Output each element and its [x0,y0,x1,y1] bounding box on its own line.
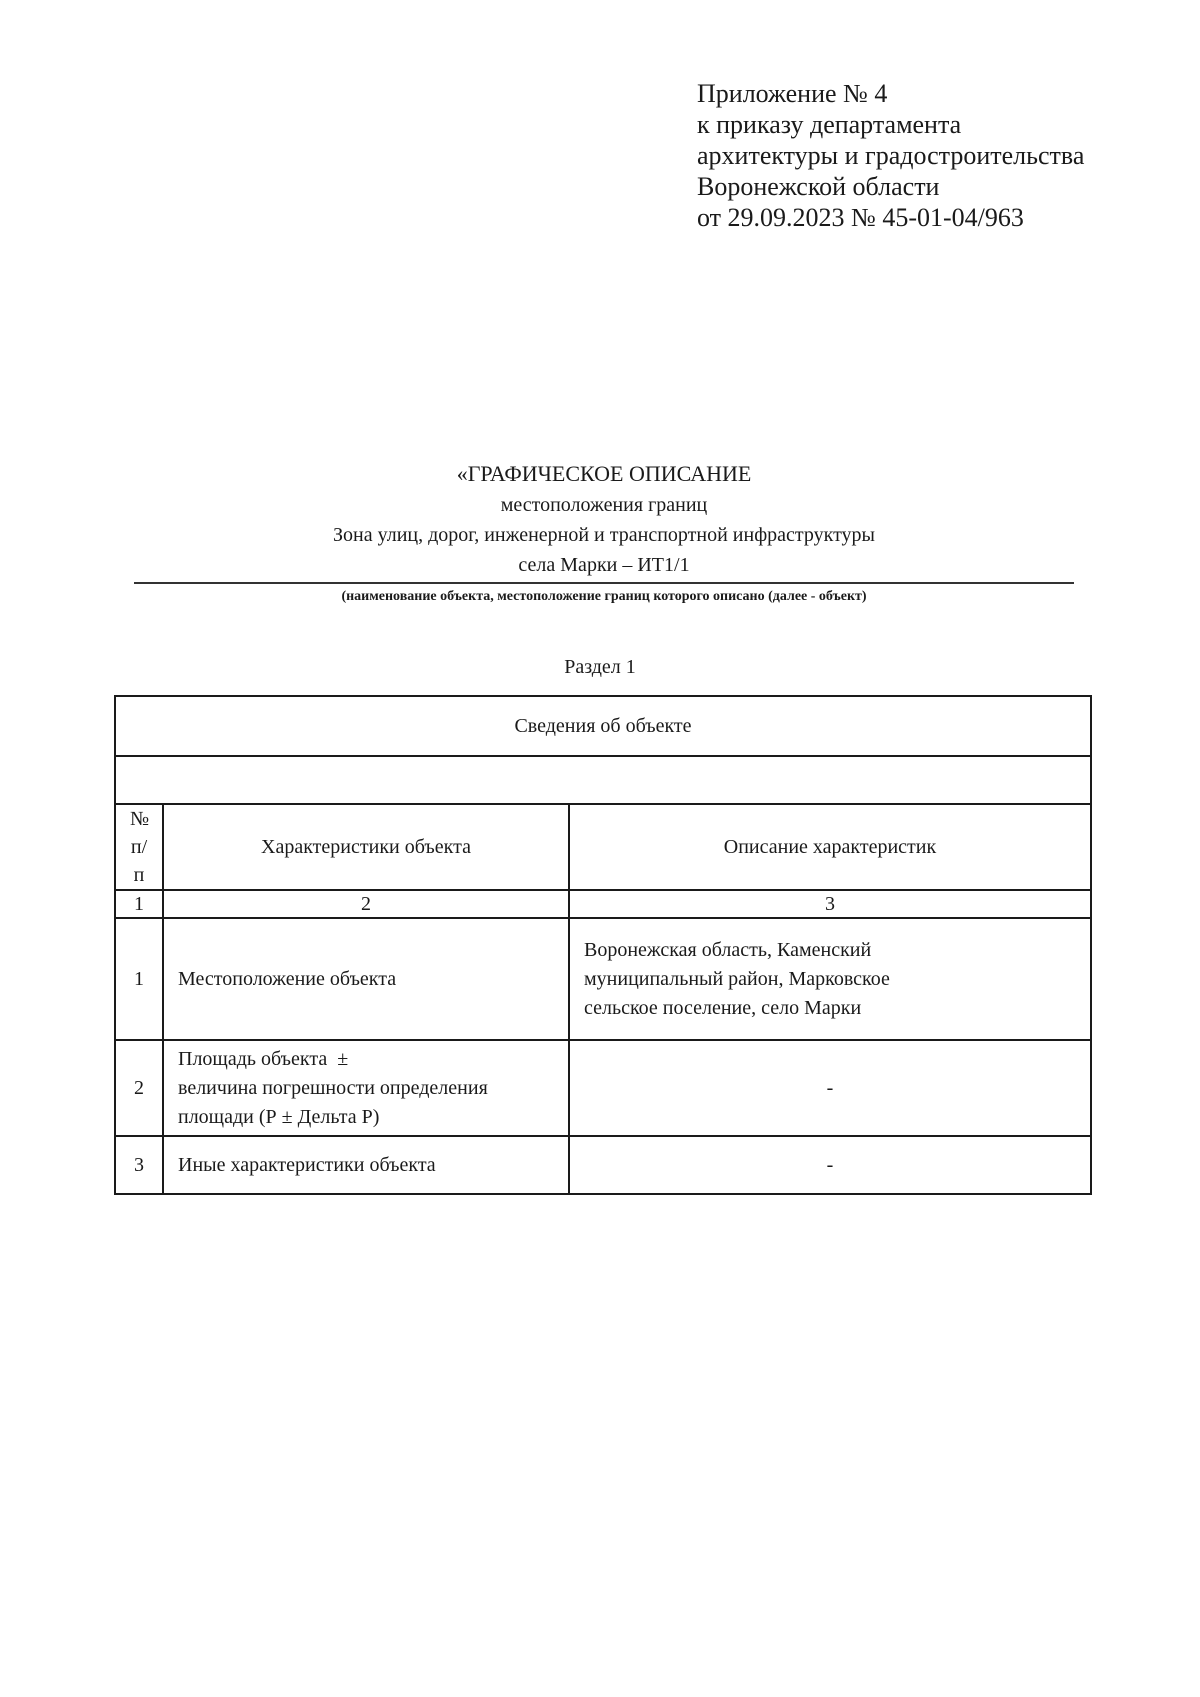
cell-line: сельское поселение, село Марки [584,996,862,1019]
row-characteristic [163,1136,569,1194]
appendix-header-line: архитектуры и градостроительства [697,141,1085,170]
table-row [115,918,1091,1040]
row-description [569,918,1091,1040]
table-caption: Сведения об объекте [115,696,1091,756]
table-empty-row [115,756,1091,804]
row-num: 2 [115,1040,163,1136]
table-header-row [115,804,1091,890]
row-characteristic [163,918,569,1040]
cell-line: - [826,1153,834,1176]
index-cell: 2 [163,890,569,918]
row-characteristic [163,1040,569,1136]
table-index-row [115,890,1091,918]
document-subtitle: местоположения границ [500,494,708,516]
header-num [115,804,163,890]
appendix-header [697,78,1084,233]
object-name: Зона улиц, дорог, инженерной и транспортной инфраструктуры [333,524,875,546]
section-label: Раздел 1 [564,656,636,678]
cell-line: Площадь объекта ± [178,1047,349,1070]
appendix-header-line: к приказу департамента [697,110,962,139]
object-name-line2: села Марки – ИТ1/1 [518,554,690,576]
index-cell: 1 [115,890,163,918]
row-num: 3 [115,1136,163,1194]
row-num: 1 [115,918,163,1040]
header-num-line: № [130,808,150,830]
header-characteristic: Характеристики объекта [163,804,569,890]
cell-line: величина погрешности определения [178,1076,488,1099]
title-underline [134,582,1074,584]
cell-line: муниципальный район, Марковское [584,967,890,990]
table-row [115,1136,1091,1194]
header-num-line: п/п [130,836,148,886]
table-row [115,1040,1091,1136]
document-title-block [134,458,1074,609]
cell-line: площади (Р ± Дельта Р) [178,1105,380,1128]
row-description [569,1040,1091,1136]
table-empty-cell [115,756,1091,804]
cell-line: Иные характеристики объекта [178,1153,436,1176]
document-title: «ГРАФИЧЕСКОЕ ОПИСАНИЕ [456,461,752,486]
row-description [569,1136,1091,1194]
cell-line: Воронежская область, Каменский [584,938,872,961]
header-description: Описание характеристик [569,804,1091,890]
appendix-header-line: Приложение № 4 [697,79,888,108]
appendix-header-line: от 29.09.2023 № 45-01-04/963 [697,203,1024,232]
title-caption: (наименование объекта, местоположение границ которого описано (далее - объект) [341,589,867,604]
cell-line: Местоположение объекта [178,967,397,990]
index-cell: 3 [569,890,1091,918]
cell-line: - [826,1076,834,1099]
object-info-table [114,695,1092,1195]
table-caption-row [115,696,1091,756]
appendix-header-line: Воронежской области [697,172,940,201]
